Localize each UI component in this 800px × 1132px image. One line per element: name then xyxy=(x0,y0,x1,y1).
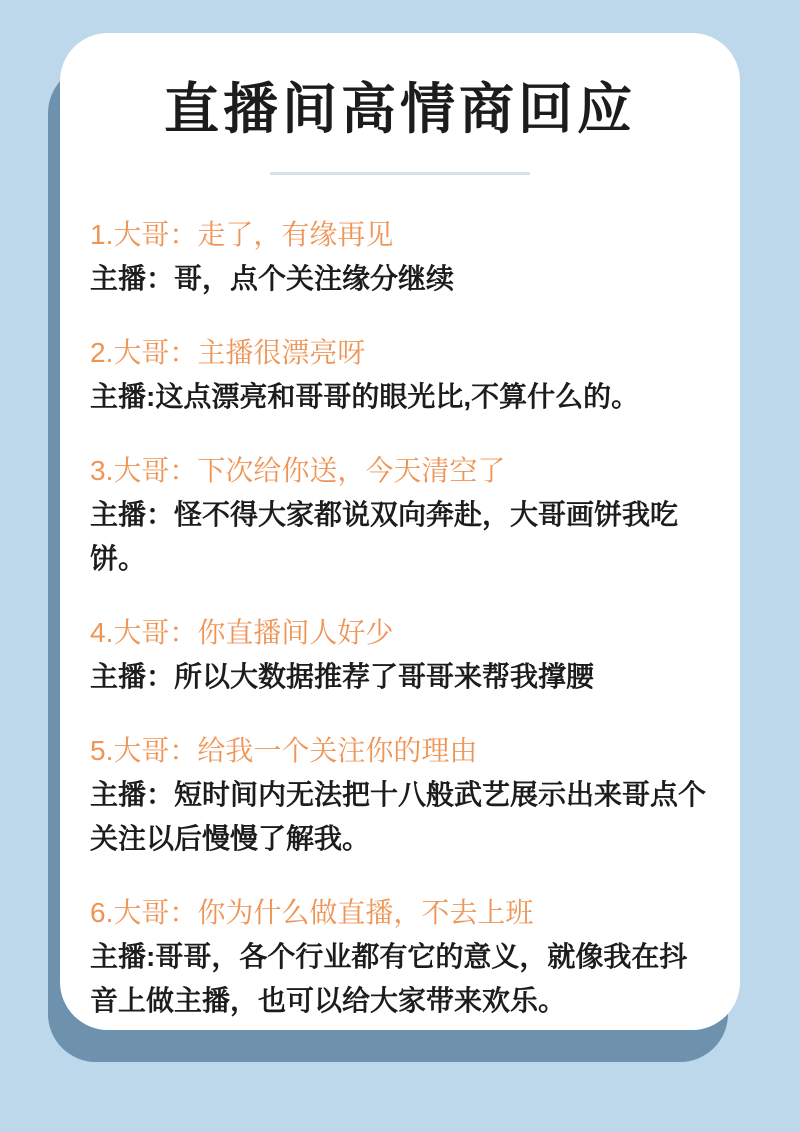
qa-item xyxy=(90,213,710,301)
qa-answer-line: 主播：短时间内无法把十八般武艺展示出来哥点个关注以后慢慢了解我。 xyxy=(90,778,707,854)
qa-answer-line: 主播：哥，点个关注缘分继续 xyxy=(90,262,455,294)
qa-item xyxy=(90,331,710,419)
qa-question-line: 4.大哥：你直播间人好少 xyxy=(90,616,394,648)
qa-question-line: 5.大哥：给我一个关注你的理由 xyxy=(90,734,478,766)
qa-item xyxy=(90,891,710,1023)
title-divider xyxy=(270,172,530,175)
qa-answer-line: 主播:这点漂亮和哥哥的眼光比,不算什么的。 xyxy=(90,380,640,412)
qa-question-line: 6.大哥：你为什么做直播，不去上班 xyxy=(90,896,534,928)
qa-answer-line: 主播:哥哥，各个行业都有它的意义，就像我在抖音上做主播，也可以给大家带来欢乐。 xyxy=(90,940,688,1016)
qa-question-line: 3.大哥：下次给你送，今天清空了 xyxy=(90,454,506,486)
page-title: 直播间高情商回应 xyxy=(163,78,636,140)
qa-answer-line: 主播：怪不得大家都说双向奔赴，大哥画饼我吃饼。 xyxy=(90,498,679,574)
qa-answer-line: 主播：所以大数据推荐了哥哥来帮我撑腰 xyxy=(90,660,595,692)
qa-item xyxy=(90,449,710,581)
qa-item xyxy=(90,729,710,861)
qa-question-line: 1.大哥：走了，有缘再见 xyxy=(90,218,394,250)
qa-list xyxy=(90,213,710,1023)
qa-item xyxy=(90,611,710,699)
qa-question-line: 2.大哥：主播很漂亮呀 xyxy=(90,336,366,368)
content-card xyxy=(60,33,740,1030)
